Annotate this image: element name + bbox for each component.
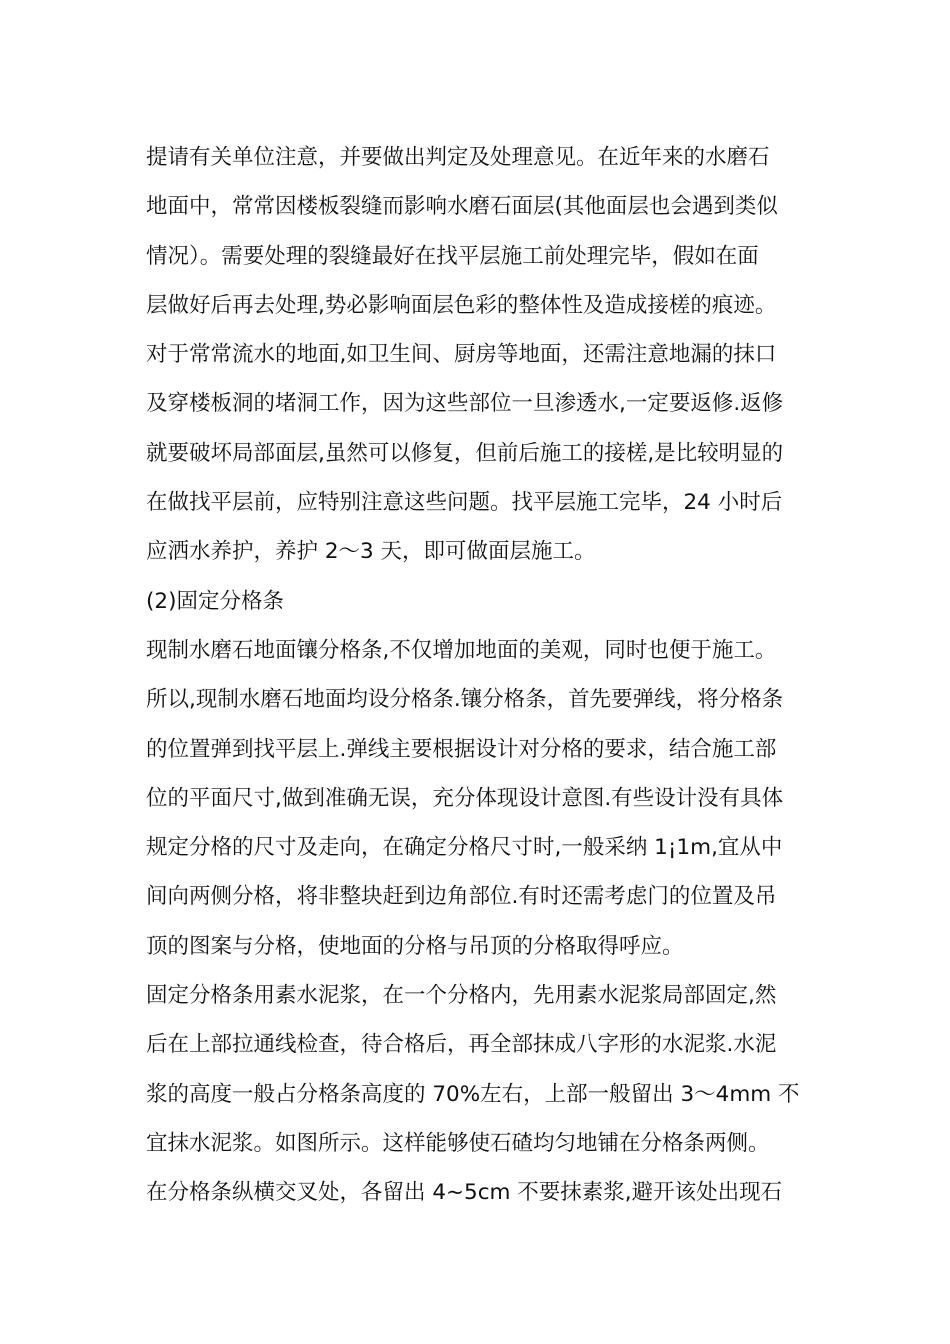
text-line: 位的平面尺寸,做到准确无误，充分体现设计意图.有些设计没有具体 (146, 785, 784, 811)
text-line: 在分格条纵横交叉处，各留出 4~5cm 不要抹素浆,避开该处出现石 (146, 1180, 783, 1206)
text-line: 应洒水养护，养护 2～3 天，即可做面层施工。 (146, 539, 596, 565)
text-line: 及穿楼板洞的堵洞工作，因为这些部位一旦渗透水,一定要返修.返修 (146, 391, 784, 417)
text-line: 的位置弹到找平层上.弹线主要根据设计对分格的要求，结合施工部 (146, 736, 777, 762)
document-body (146, 133, 810, 1218)
text-line: 就要破坏局部面层,虽然可以修复，但前后施工的接槎,是比较明显的 (146, 440, 784, 466)
text-line: 层做好后再去处理,势必影响面层色彩的整体性及造成接槎的痕迹。 (146, 292, 777, 318)
text-line: 对于常常流水的地面,如卫生间、厨房等地面，还需注意地漏的抹口 (146, 342, 777, 368)
text-line: 规定分格的尺寸及走向，在确定分格尺寸时,一般采纳 1¡1m,宜从中 (146, 835, 783, 861)
text-line: 提请有关单位注意，并要做出判定及处理意见。在近年来的水磨石 (146, 145, 770, 170)
text-line: 所以,现制水磨石地面均设分格条.镶分格条，首先要弹线，将分格条 (146, 687, 784, 713)
text-line: 浆的高度一般占分格条高度的 70%左右，上部一般留出 3～4mm 不 (146, 1081, 800, 1107)
text-line: 情况）。需要处理的裂缝最好在找平层施工前处理完毕，假如在面 (146, 243, 759, 269)
text-line: 宜抹水泥浆。如图所示。这样能够使石碴均匀地铺在分格条两侧。 (146, 1130, 770, 1156)
text-line: 后在上部拉通线检查，待合格后，再全部抹成八字形的水泥浆.水泥 (146, 1032, 777, 1058)
text-line: 间向两侧分格，将非整块赶到边角部位.有时还需考虑门的位置及吊 (146, 884, 777, 910)
text-line: 顶的图案与分格，使地面的分格与吊顶的分格取得呼应。 (146, 933, 684, 959)
text-line: 在做找平层前，应特别注意这些问题。找平层施工完毕，24 小时后 (146, 490, 783, 516)
text-line: 现制水磨石地面镶分格条,不仅增加地面的美观，同时也便于施工。 (146, 637, 777, 663)
text-line: 固定分格条用素水泥浆，在一个分格内，先用素水泥浆局部固定,然 (146, 983, 777, 1009)
text-line: 地面中，常常因楼板裂缝而影响水磨石面层(其他面层也会遇到类似 (146, 194, 778, 220)
section-heading: (2)固定分格条 (146, 588, 284, 614)
